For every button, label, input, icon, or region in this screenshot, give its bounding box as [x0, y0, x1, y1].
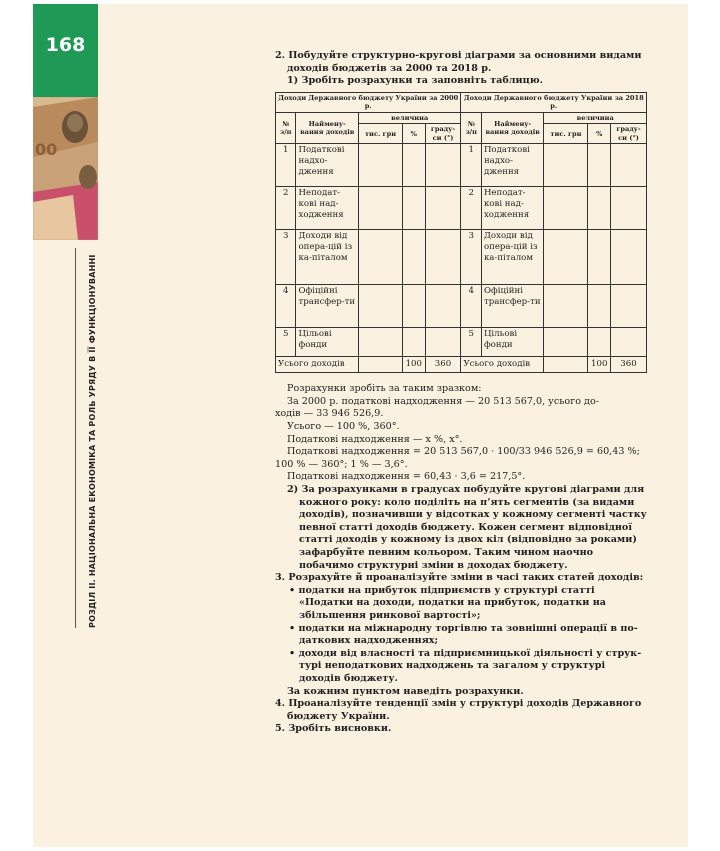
row-number: 3 — [276, 230, 296, 285]
task2-line1: 2. Побудуйте структурно-кругові діаграми за основними видами — [275, 50, 642, 61]
task2-subtask1: 1) Зробіть розрахунки та заповніть таблицю. — [287, 75, 543, 87]
row-name: Податкові надхо-дження — [481, 144, 544, 187]
example-line: 100 % — 360°; 1 % — 3,6°. — [275, 458, 408, 470]
row-number: 3 — [461, 230, 481, 285]
task3-bullet-text: доходи від власності та підприємницької діяльності у струк-турі неподаткових надходжень та загалом у структурі доходів бюджету. — [298, 647, 642, 684]
row-number: 4 — [276, 285, 296, 328]
task3-intro: 3. Розрахуйте й проаналізуйте зміни в часі таких статей доходів: — [275, 572, 644, 584]
row-name: Цільові фонди — [296, 328, 359, 357]
col-pct: % — [403, 124, 426, 144]
banknotes-image — [33, 97, 98, 240]
col-deg: граду-си (°) — [425, 124, 461, 144]
col-deg: граду-си (°) — [611, 124, 647, 144]
task5: 5. Зробіть висновки. — [275, 723, 392, 735]
task3-bullet: • податки на міжнародну торгівлю та зовнішні операції в по-даткових надходженнях; — [289, 622, 638, 647]
example-line: Податкові надходження = 60,43 · 3,6 = 217,5°. — [287, 471, 526, 483]
col-value: величина — [544, 112, 647, 124]
task2-line2: доходів бюджетів за 2000 та 2018 р. — [287, 62, 492, 74]
row-number: 2 — [276, 187, 296, 230]
col-value: величина — [358, 112, 460, 124]
row-name: Неподат-кові над-ходження — [481, 187, 544, 230]
example-line: Податкові надходження = 20 513 567,0 · 100/33 946 526,9 = 60,43 %; — [287, 446, 640, 458]
col-pct: % — [588, 124, 611, 144]
example-line: За 2000 р. податкові надходження — 20 513 567,0, усього до- — [287, 395, 599, 407]
row-number: 4 — [461, 285, 481, 328]
row-number: 5 — [461, 328, 481, 357]
total-label: Усього доходів — [461, 357, 544, 373]
row-name: Офіційні трансфер-ти — [481, 285, 544, 328]
row-name: Офіційні трансфер-ти — [296, 285, 359, 328]
task3-note: За кожним пунктом наведіть розрахунки. — [287, 685, 524, 697]
svg-text:00: 00 — [35, 140, 58, 159]
row-name: Податкові надхо-дження — [296, 144, 359, 187]
table-row — [276, 144, 647, 187]
table-row — [276, 230, 647, 285]
row-name: Неподат-кові над-ходження — [296, 187, 359, 230]
total-deg: 360 — [611, 357, 647, 373]
example-line: Усього — 100 %, 360°. — [287, 421, 400, 433]
col-uah: тис. грн — [358, 124, 402, 144]
task3-bullet: • доходи від власності та підприємницької діяльності у струк-турі неподаткових надходжень та загалом у структурі доходів бюджету. — [289, 647, 642, 684]
header-2000: Доходи Державного бюджету України за 2000 р. — [276, 92, 461, 112]
total-pct: 100 — [403, 357, 426, 373]
task3-bullet: • податки на прибуток підприємств у структурі статті «Податки на доходи, податки на прибуток, податки на збільшення ринкової вартості»; — [289, 584, 606, 621]
col-uah: тис. грн — [544, 124, 588, 144]
task4: 4. Проаналізуйте тенденції змін у структурі доходів Державного бюджету України. — [275, 698, 642, 722]
header-2018: Доходи Державного бюджету України за 2018 р. — [461, 92, 647, 112]
task2-subtask2: 2) За розрахунками в градусах побудуйте кругові діаграми для кожного року: коло поділіть на п’ять сегментів (за видами доходів), позначивши у відсотках у кожному сегменті частку певної статті доходів бюджету. Кожен сегмент відповідної статті доходів у кожному із двох кіл (відповідно за роками) зафарбуйте певним кольором. Таким чином наочно побачимо структурні зміни в доходах бюджету. — [287, 484, 647, 571]
table-row — [276, 328, 647, 357]
page-number: 168 — [45, 33, 86, 56]
col-name: Наймену-вання доходів — [296, 112, 359, 144]
table-row — [276, 187, 647, 230]
col-name: Наймену-вання доходів — [481, 112, 544, 144]
col-num: № з/п — [276, 112, 296, 144]
row-number: 1 — [276, 144, 296, 187]
page-content — [275, 50, 647, 736]
example-line: Податкові надходження — x %, x°. — [287, 433, 463, 445]
table-total-row — [276, 357, 647, 373]
total-pct: 100 — [588, 357, 611, 373]
row-number: 5 — [276, 328, 296, 357]
example-intro: Розрахунки зробіть за таким зразком: — [287, 383, 482, 395]
row-name: Доходи від опера-цій із ка-піталом — [296, 230, 359, 285]
income-table — [275, 92, 647, 374]
total-label: Усього доходів — [276, 357, 359, 373]
task3-bullet-text: податки на міжнародну торгівлю та зовнішні операції в по-даткових надходженнях; — [298, 622, 638, 647]
section-side-label — [75, 248, 98, 628]
section-title: РОЗДІЛ ІІ. НАЦІОНАЛЬНА ЕКОНОМІКА ТА РОЛЬ УРЯДУ В ЇЇ ФУНКЦІОНУВАННІ — [88, 254, 97, 628]
row-number: 2 — [461, 187, 481, 230]
example-line: ходів — 33 946 526,9. — [275, 408, 384, 420]
row-name: Доходи від опера-цій із ка-піталом — [481, 230, 544, 285]
row-name: Цільові фонди — [481, 328, 544, 357]
col-num: № з/п — [461, 112, 481, 144]
table-row — [276, 285, 647, 328]
total-deg: 360 — [425, 357, 461, 373]
task3-bullet-text: податки на прибуток підприємств у структурі статті «Податки на доходи, податки на прибуток, податки на збільшення ринкової вартості»; — [298, 584, 606, 621]
row-number: 1 — [461, 144, 481, 187]
page-number-badge — [33, 4, 98, 97]
